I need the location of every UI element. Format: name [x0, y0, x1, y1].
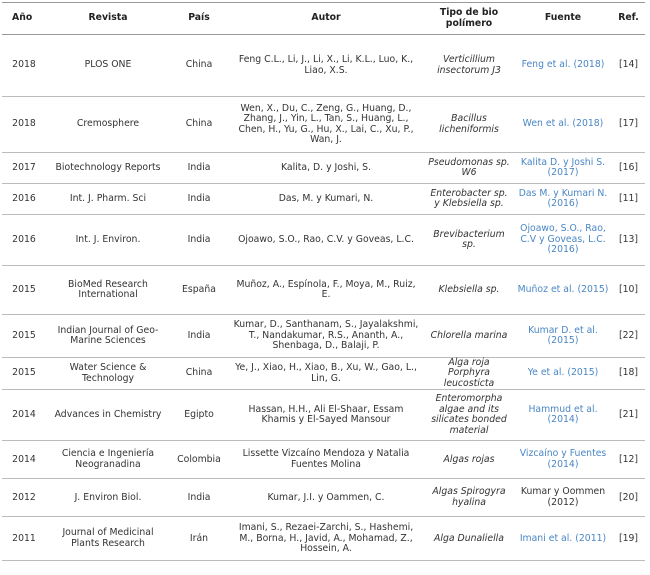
cell-author: Feng C.L., Li, J., Li, X., Li, K.L., Luo, K., Liao, X.S. — [228, 35, 424, 97]
cell-biopolymer-type: Enteromorpha algae and its silicates bonded material — [424, 390, 514, 441]
cell-biopolymer-type: Alga roja Porphyra leucosticta — [424, 358, 514, 390]
table-row — [2, 315, 645, 358]
cell-journal: Ciencia e Ingeniería Neogranadina — [46, 441, 170, 479]
cell-ref: [20] — [612, 479, 645, 517]
cell-year: 2014 — [2, 390, 46, 441]
cell-ref: [13] — [612, 215, 645, 266]
cell-journal: BioMed Research International — [46, 266, 170, 315]
table-row — [2, 517, 645, 561]
cell-journal: J. Environ Biol. — [46, 479, 170, 517]
table-row — [2, 97, 645, 153]
cell-source[interactable]: Ojoawo, S.O., Rao, C.V y Goveas, L.C. (2016) — [514, 215, 612, 266]
cell-ref: [10] — [612, 266, 645, 315]
cell-biopolymer-type: Algas Spirogyra hyalina — [424, 479, 514, 517]
cell-year: 2012 — [2, 479, 46, 517]
cell-journal: Int. J. Pharm. Sci — [46, 184, 170, 215]
header-ref: Ref. — [612, 3, 645, 35]
cell-journal: Journal of Medicinal Plants Research — [46, 517, 170, 561]
cell-year: 2015 — [2, 358, 46, 390]
cell-author: Ye, J., Xiao, H., Xiao, B., Xu, W., Gao, L., Lin, G. — [228, 358, 424, 390]
cell-journal: Biotechnology Reports — [46, 153, 170, 184]
header-source: Fuente — [514, 3, 612, 35]
header-author: Autor — [228, 3, 424, 35]
table-row — [2, 358, 645, 390]
cell-author: Lissette Vizcaíno Mendoza y Natalia Fuentes Molina — [228, 441, 424, 479]
cell-biopolymer-type: Enterobacter sp. y Klebsiella sp. — [424, 184, 514, 215]
cell-year: 2015 — [2, 266, 46, 315]
cell-year: 2016 — [2, 215, 46, 266]
cell-journal: Water Science & Technology — [46, 358, 170, 390]
table-body — [2, 35, 645, 561]
cell-country: India — [170, 184, 228, 215]
cell-author: Muñoz, A., Espínola, F., Moya, M., Ruiz, E. — [228, 266, 424, 315]
cell-country: España — [170, 266, 228, 315]
cell-ref: [17] — [612, 97, 645, 153]
cell-country: China — [170, 97, 228, 153]
table-row — [2, 35, 645, 97]
cell-biopolymer-type: Bacillus licheniformis — [424, 97, 514, 153]
cell-source[interactable]: Kalita D. y Joshi S. (2017) — [514, 153, 612, 184]
cell-author: Das, M. y Kumari, N. — [228, 184, 424, 215]
cell-ref: [22] — [612, 315, 645, 358]
references-table — [2, 2, 645, 561]
cell-country: Irán — [170, 517, 228, 561]
table-header — [2, 3, 645, 35]
cell-year: 2018 — [2, 35, 46, 97]
cell-ref: [21] — [612, 390, 645, 441]
cell-country: Colombia — [170, 441, 228, 479]
cell-year: 2016 — [2, 184, 46, 215]
table-row — [2, 266, 645, 315]
cell-ref: [11] — [612, 184, 645, 215]
header-biopolymer-type: Tipo de bio polímero — [424, 3, 514, 35]
cell-source: Kumar y Oommen (2012) — [514, 479, 612, 517]
header-year: Año — [2, 3, 46, 35]
cell-author: Hassan, H.H., Ali El-Shaar, Essam Khamis y El-Sayed Mansour — [228, 390, 424, 441]
cell-year: 2011 — [2, 517, 46, 561]
cell-journal: Indian Journal of Geo-Marine Sciences — [46, 315, 170, 358]
header-row — [2, 3, 645, 35]
cell-source[interactable]: Feng et al. (2018) — [514, 35, 612, 97]
table-row — [2, 215, 645, 266]
cell-biopolymer-type: Pseudomonas sp. W6 — [424, 153, 514, 184]
cell-source[interactable]: Vizcaíno y Fuentes (2014) — [514, 441, 612, 479]
cell-author: Imani, S., Rezaei-Zarchi, S., Hashemi, M., Borna, H., Javid, A., Mohamad, Z., Hossein, A. — [228, 517, 424, 561]
table-row — [2, 479, 645, 517]
cell-author: Ojoawo, S.O., Rao, C.V. y Goveas, L.C. — [228, 215, 424, 266]
cell-author: Kumar, J.I. y Oammen, C. — [228, 479, 424, 517]
cell-biopolymer-type: Algas rojas — [424, 441, 514, 479]
cell-biopolymer-type: Brevibacterium sp. — [424, 215, 514, 266]
table-row — [2, 441, 645, 479]
cell-author: Wen, X., Du, C., Zeng, G., Huang, D., Zhang, J., Yin, L., Tan, S., Huang, L., Chen, H., Yu, G., Hu, X., Lai, C., Xu, P., Wan, J. — [228, 97, 424, 153]
cell-country: China — [170, 35, 228, 97]
cell-ref: [19] — [612, 517, 645, 561]
cell-ref: [14] — [612, 35, 645, 97]
cell-biopolymer-type: Alga Dunaliella — [424, 517, 514, 561]
cell-author: Kalita, D. y Joshi, S. — [228, 153, 424, 184]
cell-biopolymer-type: Klebsiella sp. — [424, 266, 514, 315]
cell-source[interactable]: Hammud et al. (2014) — [514, 390, 612, 441]
cell-source[interactable]: Das M. y Kumari N. (2016) — [514, 184, 612, 215]
cell-country: China — [170, 358, 228, 390]
cell-country: India — [170, 215, 228, 266]
cell-year: 2017 — [2, 153, 46, 184]
cell-journal: Advances in Chemistry — [46, 390, 170, 441]
cell-journal: PLOS ONE — [46, 35, 170, 97]
cell-source[interactable]: Ye et al. (2015) — [514, 358, 612, 390]
cell-ref: [16] — [612, 153, 645, 184]
cell-ref: [12] — [612, 441, 645, 479]
cell-biopolymer-type: Chlorella marina — [424, 315, 514, 358]
cell-country: India — [170, 315, 228, 358]
cell-year: 2018 — [2, 97, 46, 153]
cell-source[interactable]: Muñoz et al. (2015) — [514, 266, 612, 315]
cell-journal: Int. J. Environ. — [46, 215, 170, 266]
cell-country: India — [170, 479, 228, 517]
table-row — [2, 184, 645, 215]
cell-source[interactable]: Wen et al. (2018) — [514, 97, 612, 153]
cell-country: Egipto — [170, 390, 228, 441]
table-row — [2, 390, 645, 441]
cell-author: Kumar, D., Santhanam, S., Jayalakshmi, T., Nandakumar, R.S., Ananth, A., Shenbaga, D., Balaji, P. — [228, 315, 424, 358]
cell-source[interactable]: Imani et al. (2011) — [514, 517, 612, 561]
cell-source[interactable]: Kumar D. et al. (2015) — [514, 315, 612, 358]
table-row — [2, 153, 645, 184]
cell-country: India — [170, 153, 228, 184]
header-journal: Revista — [46, 3, 170, 35]
cell-year: 2015 — [2, 315, 46, 358]
cell-biopolymer-type: Verticillium insectorum J3 — [424, 35, 514, 97]
cell-journal: Cremosphere — [46, 97, 170, 153]
header-country: País — [170, 3, 228, 35]
cell-ref: [18] — [612, 358, 645, 390]
cell-year: 2014 — [2, 441, 46, 479]
